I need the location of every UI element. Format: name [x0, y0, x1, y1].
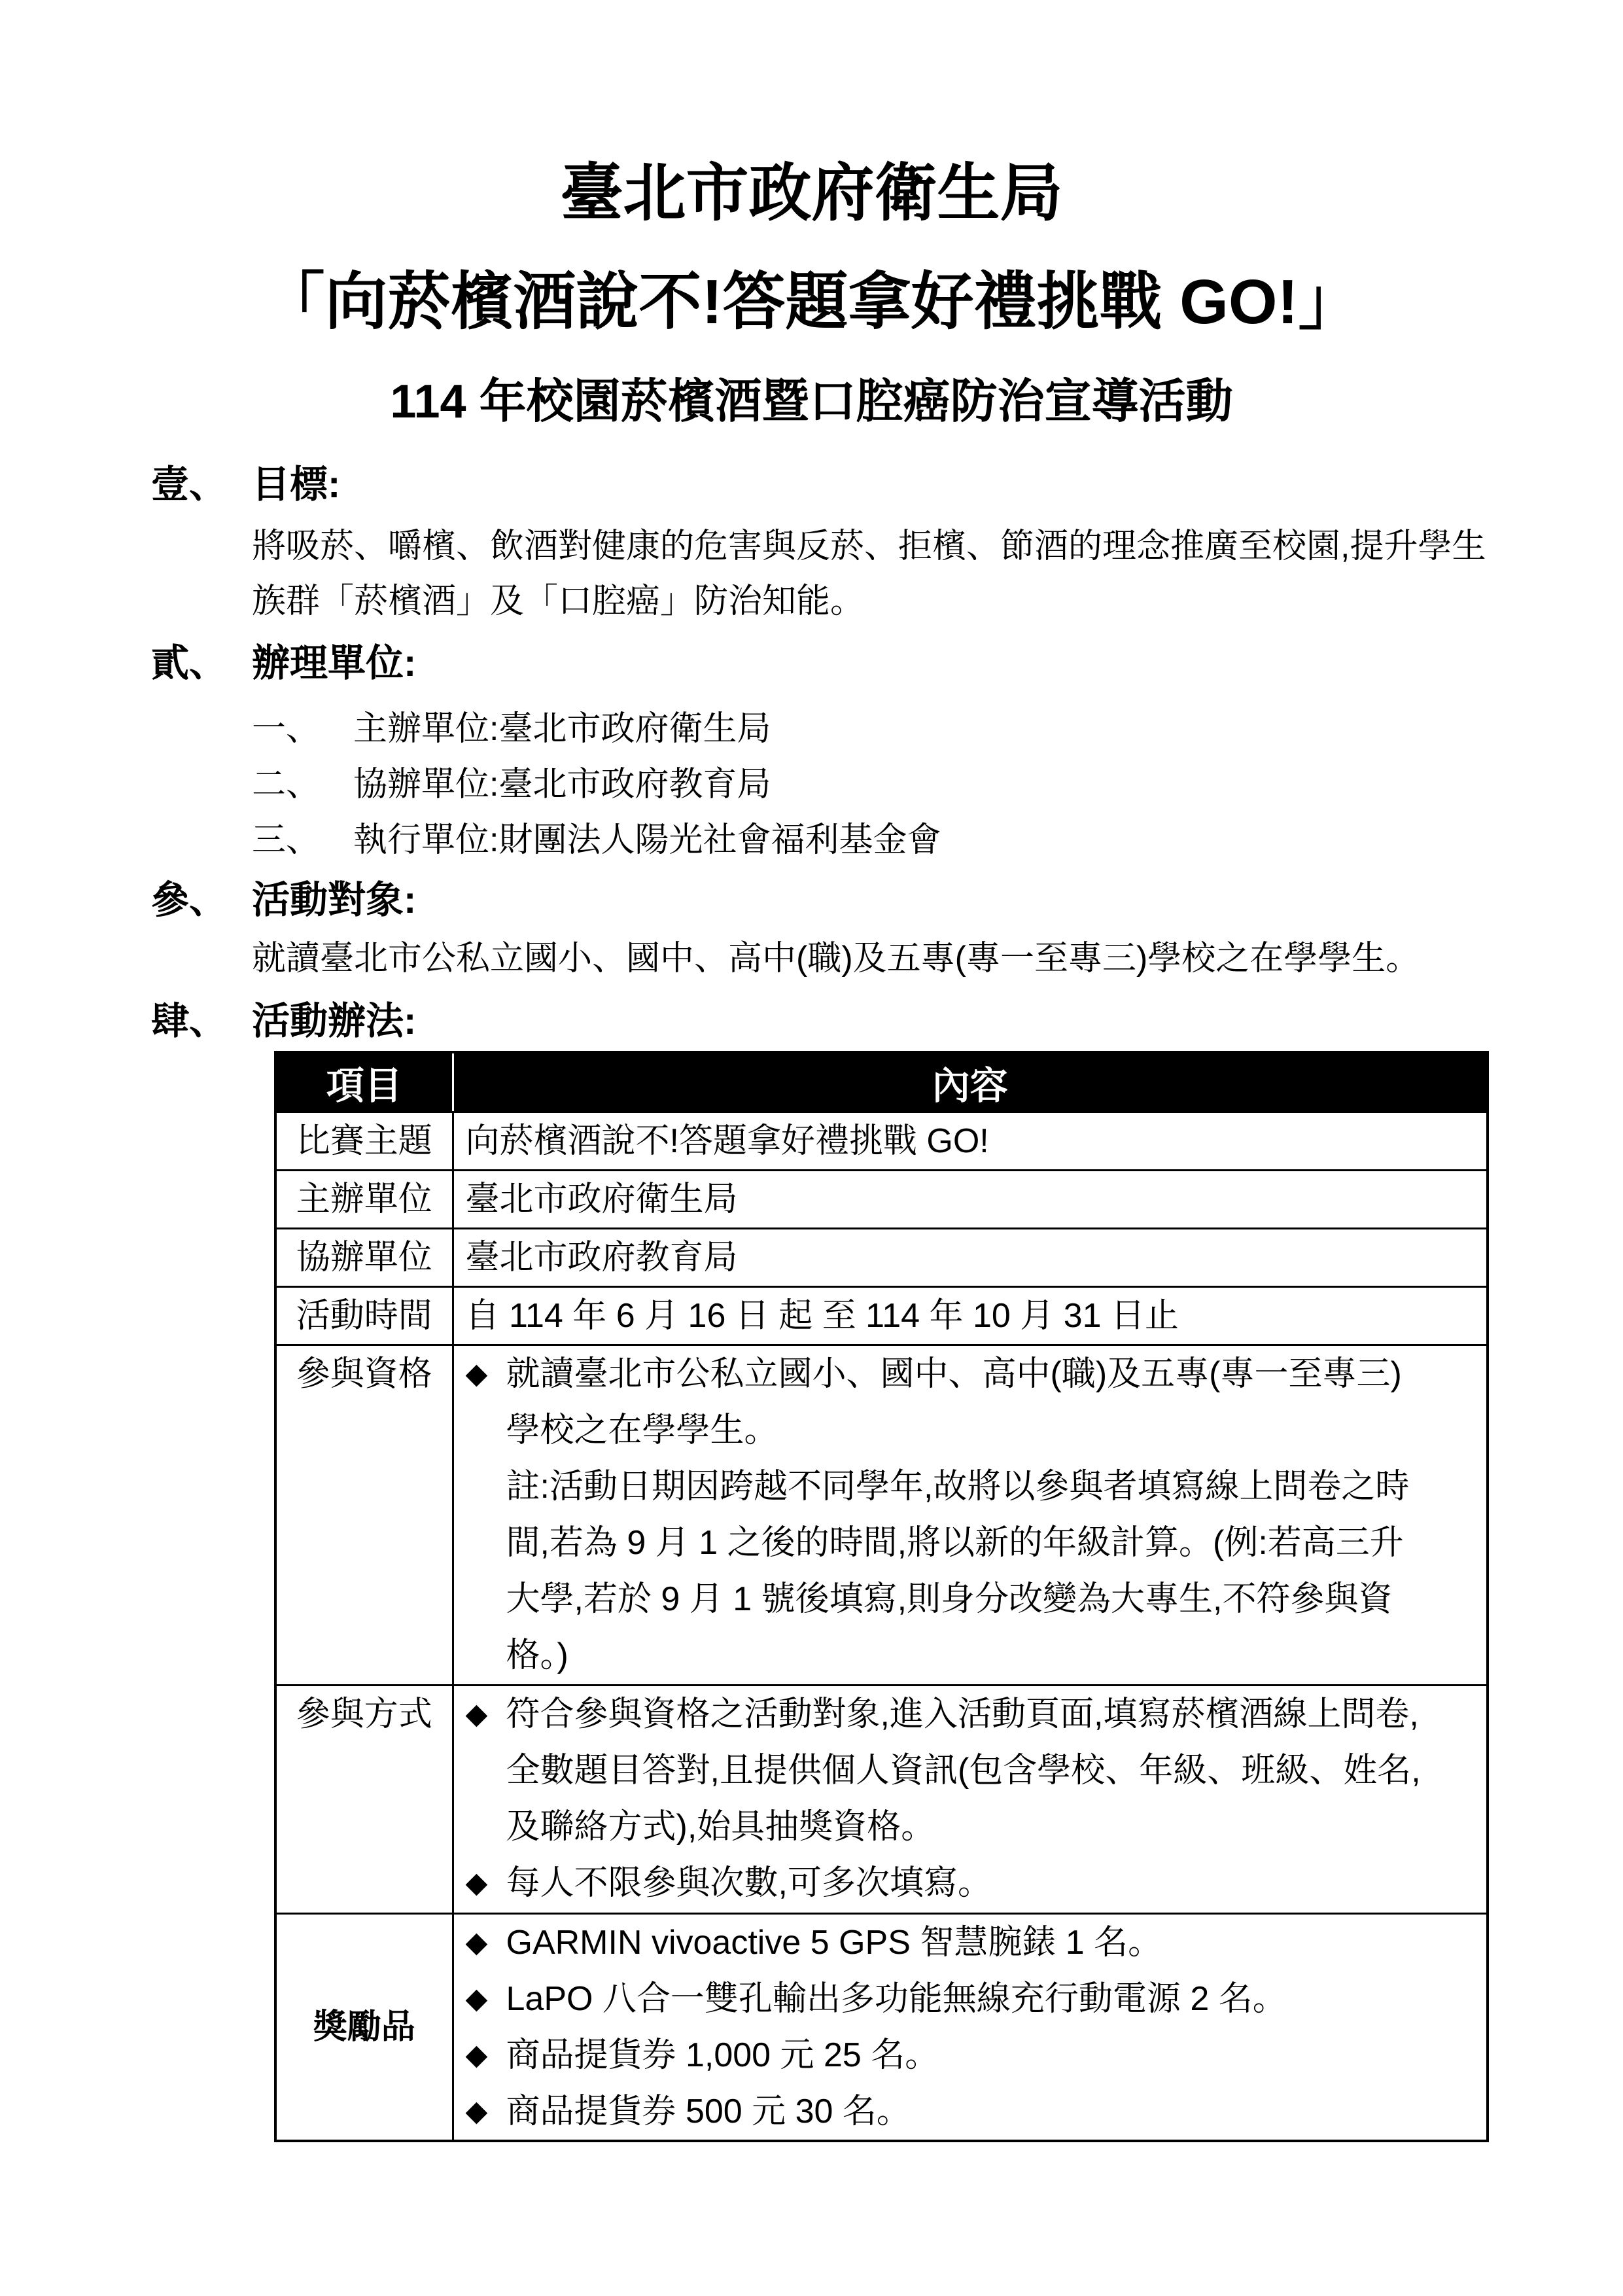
diamond-bullet-icon: ◆: [465, 1926, 488, 1958]
eligibility-note: [506, 1458, 1487, 1684]
participation-line-1: 符合參與資格之活動對象,進入活動頁面,填寫菸檳酒線上問卷,: [506, 1695, 1419, 1733]
event-subtitle: 114 年校園菸檳酒暨口腔癌防治宣導活動: [390, 376, 1233, 428]
goal-paragraph: [252, 519, 1486, 629]
row-content-organizer: [453, 1170, 1488, 1228]
prize-bullet-item-3: [466, 2027, 1487, 2083]
row-content-theme: [453, 1112, 1488, 1170]
coorganizer-text: 臺北市政府教育局: [465, 1238, 738, 1277]
table-header-item: 項目: [275, 1052, 453, 1112]
eligibility-bullet-text: [506, 1346, 1402, 1458]
prize-text-1: GARMIN vivoactive 5 GPS 智慧腕錶 1 名。: [506, 1923, 1162, 1962]
table-row-organizer: [275, 1170, 1488, 1228]
list-item-number: 二、: [252, 766, 321, 804]
row-label-prizes: 獎勵品: [275, 1913, 453, 2141]
section-number-goal: 壹、: [151, 463, 228, 506]
eligibility-bullet-item: [466, 1346, 1487, 1458]
table-row-theme: [275, 1112, 1488, 1170]
diamond-bullet-icon: ◆: [465, 1357, 488, 1390]
note-line-1: 註:活動日期因跨越不同學年,故將以參與者填寫線上問卷之時: [506, 1467, 1410, 1506]
participation-line-4: 每人不限參與次數,可多次填寫。: [506, 1863, 992, 1902]
row-label-participation: 參與方式: [275, 1685, 453, 1913]
list-item-number: 一、: [252, 710, 321, 748]
note-line-4: 格。): [506, 1636, 568, 1674]
table-row-coorganizer: [275, 1228, 1488, 1286]
list-item-text: 協辦單位:臺北市政府教育局: [353, 766, 771, 804]
table-row-eligibility: [275, 1345, 1488, 1685]
organizer-text: 臺北市政府衛生局: [465, 1180, 738, 1218]
section-heading-units: [151, 635, 416, 692]
activity-rules-table: [274, 1051, 1489, 2142]
row-label-eligibility: 參與資格: [275, 1345, 453, 1685]
prize-text-3: 商品提貨券 1,000 元 25 名。: [506, 2036, 939, 2074]
section-heading-goal: [151, 457, 340, 513]
row-label-organizer: 主辦單位: [275, 1170, 453, 1228]
table-row-period: [275, 1286, 1488, 1345]
eligibility-line-2: 學校之在學學生。: [506, 1411, 778, 1449]
section-title-goal: 目標:: [252, 463, 341, 506]
prize-bullet-item-1: [466, 1915, 1487, 1971]
list-item-text: 主辦單位:臺北市政府衛生局: [353, 710, 771, 748]
period-text: 自 114 年 6 月 16 日 起 至 114 年 10 月 31 日止: [465, 1296, 1179, 1335]
diamond-bullet-icon: ◆: [465, 1866, 488, 1899]
list-item-coorganizer-unit: [252, 757, 941, 813]
diamond-bullet-icon: ◆: [465, 2094, 488, 2127]
campaign-title: 「向菸檳酒說不!答題拿好禮挑戰 GO!」: [262, 267, 1361, 337]
prize-text-2: LaPO 八合一雙孔輸出多功能無線充行動電源 2 名。: [506, 1979, 1287, 2018]
participation-bullet-item-2: [466, 1855, 1487, 1911]
page-title: 臺北市政府衛生局: [560, 158, 1063, 228]
section-title-target: 活動對象:: [252, 879, 417, 921]
list-item-number: 三、: [252, 821, 321, 859]
prize-text-4: 商品提貨券 500 元 30 名。: [506, 2092, 911, 2130]
row-content-coorganizer: [453, 1228, 1488, 1286]
diamond-bullet-icon: ◆: [465, 2038, 488, 2071]
row-content-prizes: [453, 1913, 1488, 2141]
diamond-bullet-icon: ◆: [465, 1697, 488, 1730]
row-content-participation: [453, 1685, 1488, 1913]
row-label-period: 活動時間: [275, 1286, 453, 1345]
row-content-eligibility: [453, 1345, 1488, 1685]
participation-bullet-text-1: [506, 1686, 1421, 1855]
section-number-target: 參、: [151, 879, 228, 921]
row-content-period: [453, 1286, 1488, 1345]
goal-line-1: 將吸菸、嚼檳、飲酒對健康的危害與反菸、拒檳、節酒的理念推廣至校園,提升學生: [252, 527, 1486, 565]
section-title-units: 辦理單位:: [252, 642, 417, 684]
theme-text: 向菸檳酒說不!答題拿好禮挑戰 GO!: [465, 1122, 989, 1160]
list-item-text: 執行單位:財團法人陽光社會福利基金會: [353, 821, 941, 859]
row-label-theme: 比賽主題: [275, 1112, 453, 1170]
table-row-participation: [275, 1685, 1488, 1913]
participation-bullet-text-2: [506, 1855, 992, 1911]
units-list: [252, 701, 941, 868]
target-paragraph: [252, 931, 1420, 986]
list-item-host-unit: [252, 701, 941, 757]
table-header-content: 內容: [453, 1052, 1488, 1112]
prize-bullet-item-4: [466, 2083, 1487, 2140]
target-line-1: 就讀臺北市公私立國小、國中、高中(職)及五專(專一至專三)學校之在學學生。: [252, 940, 1420, 978]
row-label-coorganizer: 協辦單位: [275, 1228, 453, 1286]
section-number-units: 貳、: [151, 642, 228, 684]
section-number-method: 肆、: [151, 1000, 228, 1042]
participation-bullet-item-1: [466, 1686, 1487, 1855]
section-heading-method: [151, 993, 416, 1050]
list-item-executing-unit: [252, 813, 941, 868]
goal-line-2: 族群「菸檳酒」及「口腔癌」防治知能。: [252, 582, 865, 620]
eligibility-line-1: 就讀臺北市公私立國小、國中、高中(職)及五專(專一至專三): [506, 1354, 1402, 1393]
table-header-row: [275, 1052, 1488, 1112]
table-row-prizes: [275, 1913, 1488, 2141]
section-title-method: 活動辦法:: [252, 1000, 417, 1042]
participation-line-2: 全數題目答對,且提供個人資訊(包含學校、年級、班級、姓名,: [506, 1751, 1421, 1790]
note-line-3: 大學,若於 9 月 1 號後填寫,則身分改變為大專生,不符參與資: [506, 1580, 1393, 1618]
section-heading-target: [151, 872, 416, 928]
participation-line-3: 及聯絡方式),始具抽獎資格。: [506, 1807, 935, 1846]
diamond-bullet-icon: ◆: [465, 1982, 488, 2015]
note-line-2: 間,若為 9 月 1 之後的時間,將以新的年級計算。(例:若高三升: [506, 1523, 1404, 1562]
prize-bullet-item-2: [466, 1971, 1487, 2027]
